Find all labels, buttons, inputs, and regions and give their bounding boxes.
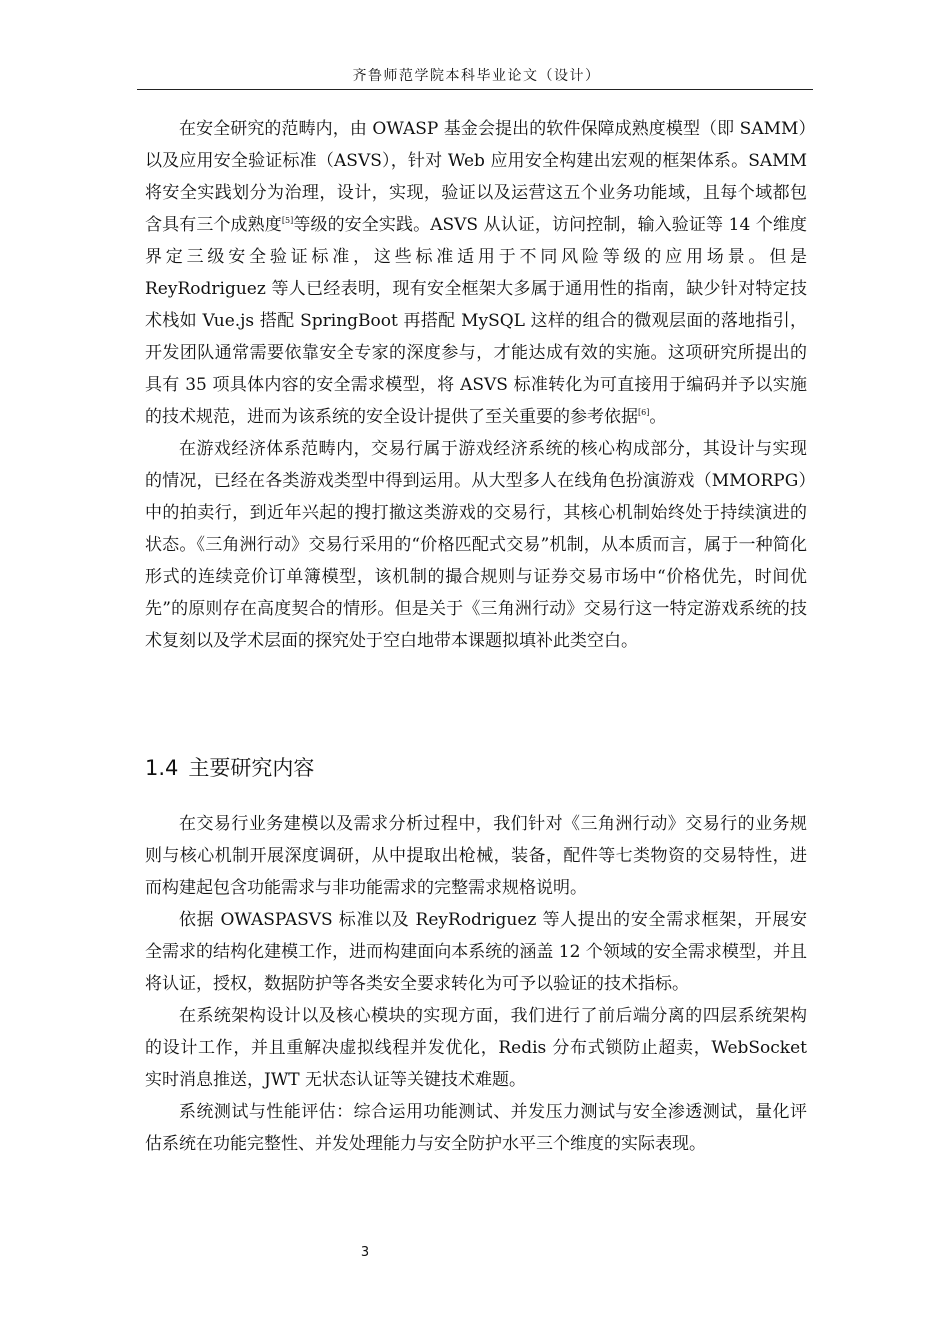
paragraph-text: 在安全研究的范畴内，由 OWASP 基金会提出的软件保障成熟度模型（即 SAMM）以及应用安全验证标准（ASVS），针对 Web 应用安全构建出宏观的框架体系。SAMM 将安全实践划分为治理，设计，实现，验证以及运营这五个业务功能域，且每个域都包含具有三个成熟度 xyxy=(145,119,807,235)
paragraph-game-economy: 在游戏经济体系范畴内，交易行属于游戏经济系统的核心构成部分，其设计与实现的情况，已经在各类游戏类型中得到运用。从大型多人在线角色扮演游戏（MMORPG）中的拍卖行，到近年兴起的搜打撤这类游戏的交易行，其核心机制始终处于持续演进的状态。《三角洲行动》交易行采用的“价格匹配式交易”机制，从本质而言，属于一种简化形式的连续竞价订单簿模型，该机制的撮合规则与证券交易市场中“价格优先，时间优先”的原则存在高度契合的情形。但是关于《三角洲行动》交易行这一特定游戏系统的技术复刻以及学术层面的探究处于空白地带本课题拟填补此类空白。 xyxy=(145,439,807,651)
paragraph-testing: 系统测试与性能评估：综合运用功能测试、并发压力测试与安全渗透测试，量化评估系统在功能完整性、并发处理能力与安全防护水平三个维度的实际表现。 xyxy=(145,1102,807,1154)
section-title: 主要研究内容 xyxy=(188,756,315,780)
section-heading xyxy=(145,752,314,784)
paragraph-text: 等级的安全实践。ASVS 从认证，访问控制，输入验证等 14 个维度界定三级安全验证标准，这些标准适用于不同风险等级的应用场景。但是 ReyRodriguez 等人已经表明，现有安全框架大多属于通用性的指南，缺少针对特定技术栈如 Vue.js 搭配 SpringBoot 再搭配 MySQL 这样的组合的微观层面的落地指引，开发团队通常需要依靠安全专家的深度参与，才能达成有效的实施。这项研究所提出的具有 35 项具体内容的安全需求模型，将 ASVS 标准转化为可直接用于编码并予以实施的技术规范，进而为该系统的安全设计提供了至关重要的参考依据 xyxy=(145,215,807,427)
paragraph-text: 。 xyxy=(649,407,667,427)
body-text-block xyxy=(145,113,807,657)
citation-ref[interactable]: [5] xyxy=(281,216,294,225)
citation-ref[interactable]: [6] xyxy=(638,408,650,417)
header-rule xyxy=(137,89,813,90)
section-body-block xyxy=(145,808,807,1160)
running-header: 齐鲁师范学院本科毕业论文（设计） xyxy=(352,68,601,84)
paragraph-security-modeling: 依据 OWASPASVS 标准以及 ReyRodriguez 等人提出的安全需求框架，开展安全需求的结构化建模工作，进而构建面向本系统的涵盖 12 个领域的安全需求模型，并且将认证，授权，数据防护等各类安全要求转化为可予以验证的技术指标。 xyxy=(145,910,807,994)
paragraph-requirements-analysis: 在交易行业务建模以及需求分析过程中，我们针对《三角洲行动》交易行的业务规则与核心机制开展深度调研，从中提取出枪械，装备，配件等七类物资的交易特性，进而构建起包含功能需求与非功能需求的完整需求规格说明。 xyxy=(145,814,807,898)
paragraph-architecture: 在系统架构设计以及核心模块的实现方面，我们进行了前后端分离的四层系统架构的设计工作，并且重解决虚拟线程并发优化，Redis 分布式锁防止超卖，WebSocket 实时消息推送，JWT 无状态认证等关键技术难题。 xyxy=(145,1006,807,1090)
section-number: 1.4 xyxy=(145,756,179,780)
page-number: 3 xyxy=(360,1245,370,1260)
paragraph-security-frameworks xyxy=(145,113,807,433)
